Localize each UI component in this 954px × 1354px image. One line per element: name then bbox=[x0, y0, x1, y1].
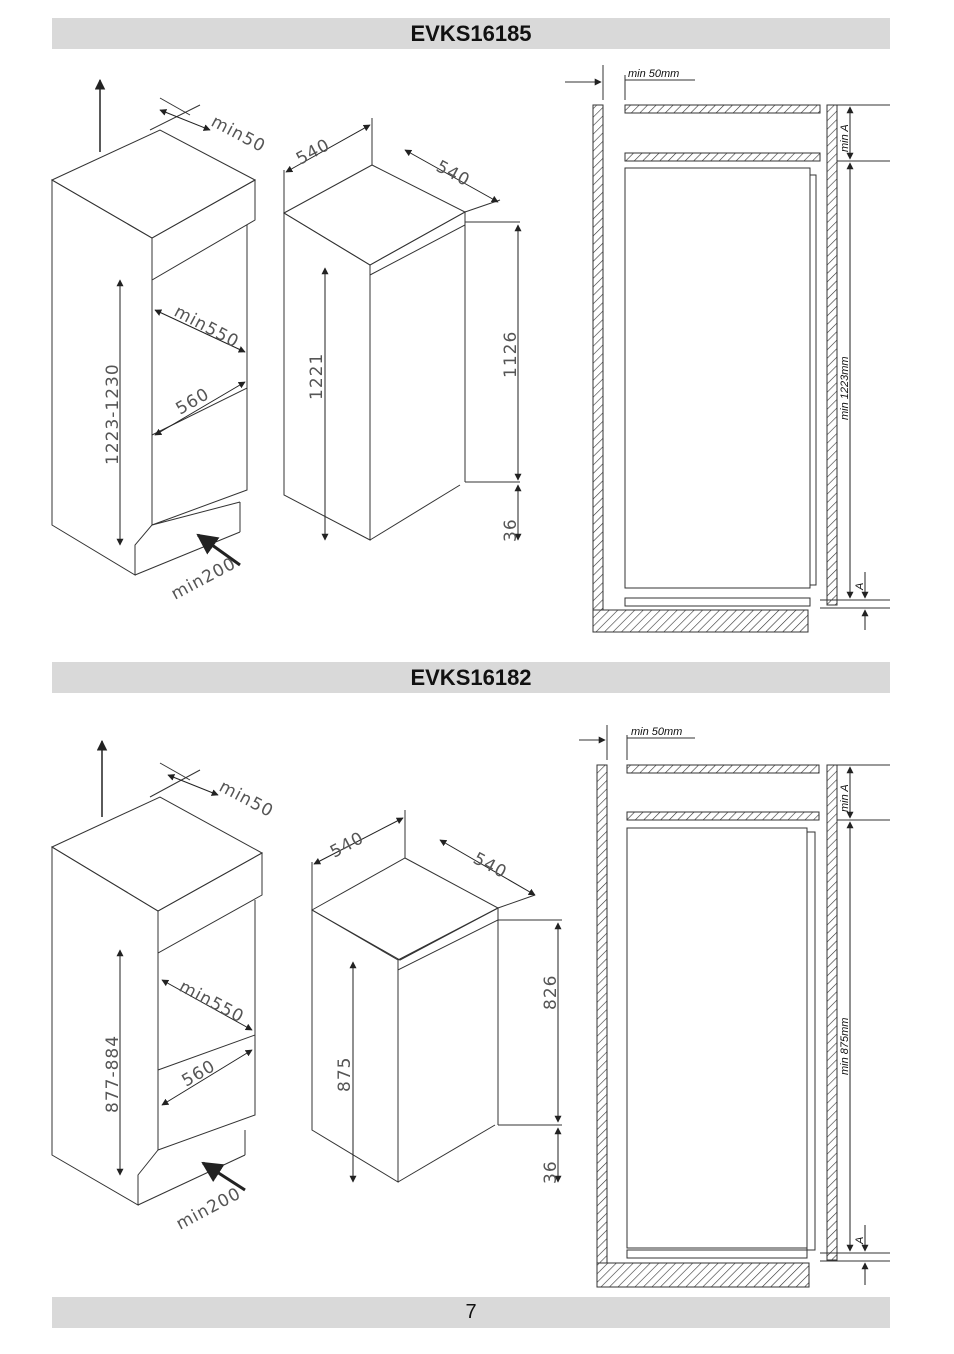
vent-label: min200 bbox=[172, 1183, 245, 1235]
height-label: 875 bbox=[335, 1056, 355, 1092]
height-label: min 1223mm bbox=[839, 356, 851, 420]
height-label: 877-884 bbox=[103, 1034, 123, 1113]
width-label: 560 bbox=[172, 384, 214, 420]
niche-diagram bbox=[40, 735, 300, 1245]
clearance-top-label: min50 bbox=[207, 111, 269, 157]
side-diagram bbox=[565, 60, 895, 640]
height-label: 1221 bbox=[307, 352, 327, 400]
height-label: 1223-1230 bbox=[103, 363, 123, 465]
appliance-diagram bbox=[300, 800, 570, 1200]
section-title: EVKS16182 bbox=[52, 662, 890, 693]
height-label: min 875mm bbox=[839, 1017, 851, 1075]
bottom-vent-label: A bbox=[854, 1236, 866, 1244]
page-number: 7 bbox=[52, 1297, 890, 1328]
width-label: 540 bbox=[326, 828, 368, 863]
section-title: EVKS16185 bbox=[52, 18, 890, 49]
bottom-label: 36 bbox=[541, 1160, 561, 1184]
niche-diagram bbox=[40, 70, 300, 620]
depth-label: min550 bbox=[170, 301, 243, 353]
width-label: 540 bbox=[292, 135, 334, 170]
top-vent-label: min A bbox=[839, 124, 851, 152]
bottom-label: 36 bbox=[501, 518, 521, 542]
door-label: 1126 bbox=[501, 330, 521, 378]
door-label: 826 bbox=[541, 974, 561, 1010]
depth-label: min550 bbox=[175, 976, 248, 1028]
gap-label: min 50mm bbox=[628, 68, 680, 80]
width-label: 560 bbox=[178, 1056, 220, 1092]
top-vent-label: min A bbox=[839, 784, 851, 812]
side-diagram bbox=[565, 720, 895, 1295]
bottom-vent-label: A bbox=[854, 582, 866, 590]
depth-label: 540 bbox=[469, 848, 511, 884]
appliance-diagram bbox=[270, 110, 540, 550]
clearance-top-label: min50 bbox=[215, 776, 277, 822]
depth-label: 540 bbox=[432, 156, 474, 192]
gap-label: min 50mm bbox=[631, 726, 683, 738]
vent-label: min200 bbox=[167, 553, 240, 605]
